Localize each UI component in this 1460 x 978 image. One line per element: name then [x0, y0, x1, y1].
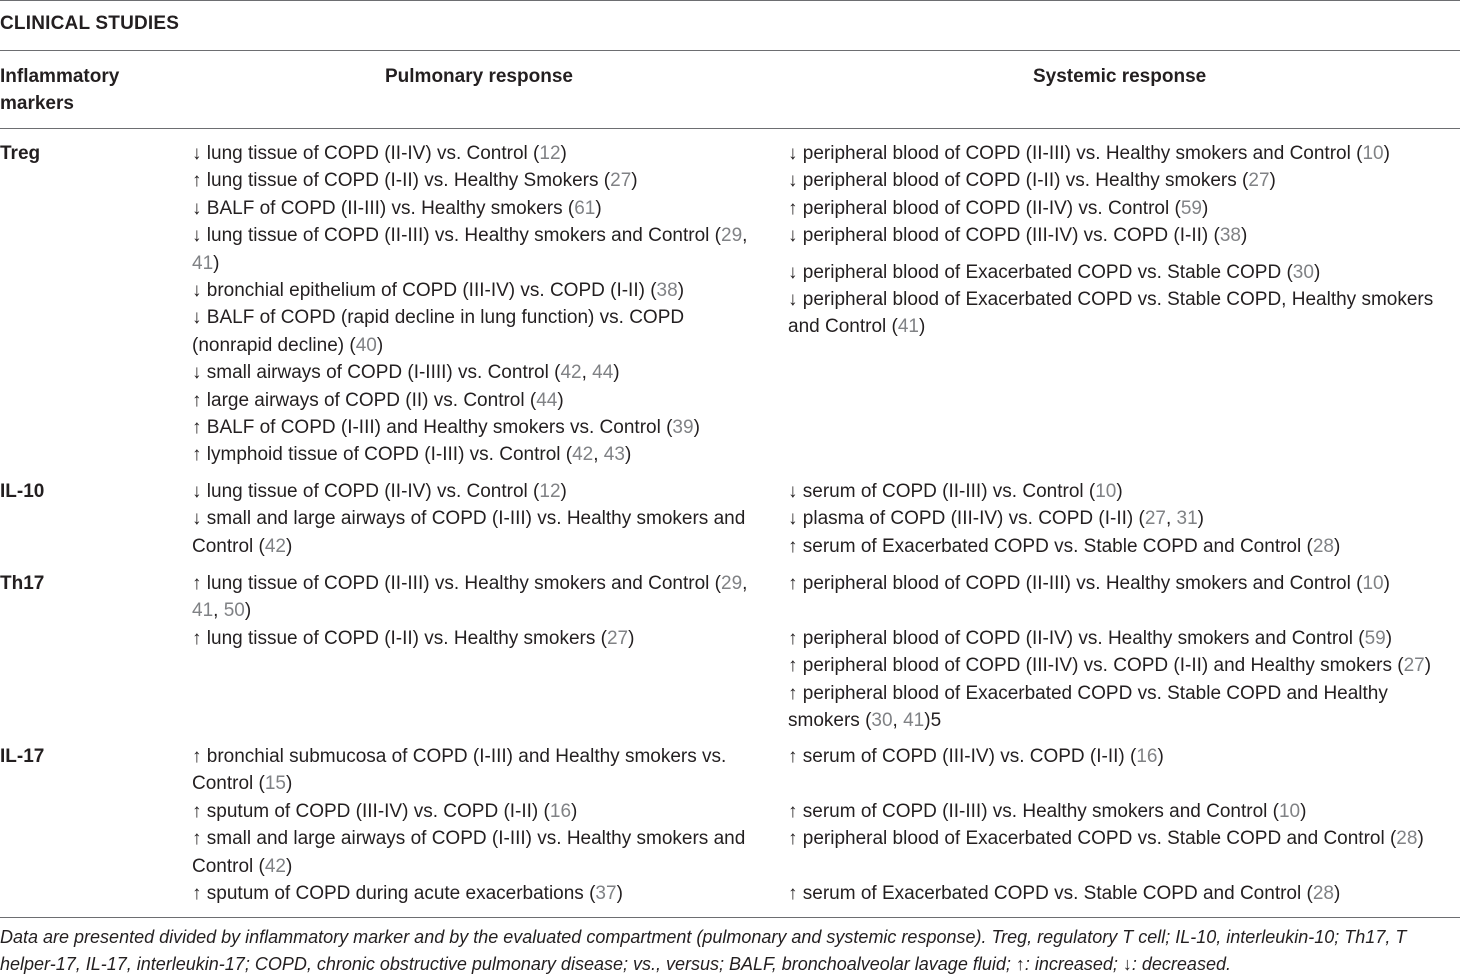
- reference-link[interactable]: 28: [1396, 828, 1418, 850]
- reference-link[interactable]: 27: [1144, 508, 1166, 530]
- finding-entry: ↑ lung tissue of COPD (II-III) vs. Healthy smokers and Control (29, 41, 50): [192, 573, 748, 622]
- finding-text: ↓ BALF of COPD (II-III) vs. Healthy smokers (: [192, 197, 575, 219]
- reference-link[interactable]: 59: [1180, 197, 1202, 219]
- finding-tail: ): [286, 773, 293, 795]
- th17-pulmonary-cell: [192, 570, 767, 652]
- finding-tail: ): [286, 855, 293, 877]
- finding-entry: ↓ lung tissue of COPD (II-III) vs. Healthy smokers and Control (29, 41): [192, 225, 748, 274]
- finding-tail: ): [693, 417, 700, 439]
- finding-tail: ): [595, 197, 602, 219]
- finding-tail: )5: [924, 710, 942, 732]
- header-pulmonary: Pulmonary response: [385, 66, 573, 87]
- table-footnote: Data are presented divided by inflammatory marker and by the evaluated compartment (pulmonary and systemic response). Treg, regulatory T cell; IL-10, interleukin-10; Th17, T helper-17, IL-17, interleukin-17; COPD, chronic obstructive pulmonary disease; vs., versus; BALF, bronchoalveolar lavage fluid; ↑: increased; ↓: decreased.: [0, 927, 1407, 974]
- finding-text: ↓ peripheral blood of COPD (II-III) vs. Healthy smokers and Control (: [788, 143, 1363, 164]
- reference-link[interactable]: 30: [871, 710, 893, 732]
- finding-tail: ): [213, 252, 220, 274]
- section-rule: [0, 50, 1460, 51]
- finding-text: ↑ bronchial submucosa of COPD (I-III) and Healthy smokers vs. Control (: [192, 746, 727, 795]
- finding-text: ↑ peripheral blood of COPD (II-IV) vs. Control (: [788, 197, 1181, 219]
- finding-entry: ↓ small airways of COPD (I-IIII) vs. Control (42, 44): [192, 362, 620, 384]
- finding-entry: [192, 825, 767, 880]
- finding-text: ↑ sputum of COPD during acute exacerbations (: [192, 883, 596, 905]
- reference-link[interactable]: 16: [549, 800, 572, 822]
- finding-tail: ): [571, 800, 578, 822]
- finding-text: ↓ peripheral blood of Exacerbated COPD vs. Stable COPD, Healthy smokers and Control (: [788, 289, 1434, 338]
- reference-link[interactable]: 10: [1362, 143, 1384, 164]
- finding-entry: [192, 798, 767, 825]
- finding-text: ↑ lung tissue of COPD (I-II) vs. Healthy Smokers (: [192, 170, 611, 192]
- finding-text: ↑ serum of COPD (II-III) vs. Healthy smokers and Control (: [788, 800, 1279, 822]
- reference-link[interactable]: 38: [1219, 225, 1241, 247]
- finding-text: ↓ small airways of COPD (I-IIII) vs. Control (: [192, 362, 561, 384]
- row-label-treg: Treg: [0, 143, 41, 164]
- finding-tail: ): [1269, 170, 1276, 192]
- reference-link[interactable]: 28: [1312, 883, 1334, 904]
- finding-entry: [788, 167, 1460, 194]
- reference-link[interactable]: 37: [595, 883, 617, 905]
- reference-link[interactable]: 41: [897, 316, 919, 338]
- reference-link[interactable]: 31: [1176, 508, 1198, 530]
- finding-entry: [788, 652, 1460, 679]
- reference-link[interactable]: 41: [192, 252, 214, 274]
- finding-entry: [788, 825, 1460, 852]
- finding-tail: ): [1333, 535, 1341, 557]
- reference-link[interactable]: 39: [672, 417, 694, 439]
- reference-link[interactable]: 27: [1403, 655, 1425, 677]
- section-title: CLINICAL STUDIES: [0, 13, 180, 34]
- il17-systemic-cell: [788, 743, 1460, 907]
- finding-entry: [192, 505, 767, 560]
- finding-tail: ): [1197, 508, 1204, 530]
- il10-systemic-cell: [788, 478, 1460, 560]
- reference-link[interactable]: 29: [721, 573, 743, 594]
- reference-link[interactable]: 40: [355, 334, 377, 356]
- finding-tail: ): [376, 334, 384, 356]
- finding-entry: [788, 880, 1460, 907]
- finding-entry: [788, 222, 1460, 249]
- finding-text: ↑ sputum of COPD (III-IV) vs. COPD (I-II) (: [192, 800, 550, 822]
- header-rule: [0, 128, 1460, 129]
- finding-tail: ): [560, 481, 567, 502]
- finding-text: ↓ bronchial epithelium of COPD (III-IV) vs. COPD (I-II) (: [192, 280, 657, 302]
- finding-text: ↓ lung tissue of COPD (II-IV) vs. Control (: [192, 143, 540, 164]
- finding-text: ↑ peripheral blood of COPD (III-IV) vs. COPD (I-II) and Healthy smokers (: [788, 655, 1404, 677]
- reference-link[interactable]: 15: [264, 773, 286, 795]
- reference-link[interactable]: 27: [610, 170, 632, 192]
- finding-tail: ): [286, 535, 293, 557]
- finding-text: ↑ peripheral blood of Exacerbated COPD vs. Stable COPD and Healthy smokers (: [788, 682, 1388, 732]
- treg-pulmonary-cell: [192, 140, 767, 469]
- finding-entry: [788, 743, 1460, 770]
- finding-text: ↑ BALF of COPD (I-III) and Healthy smokers vs. Control (: [192, 417, 673, 439]
- finding-entry: [192, 167, 767, 194]
- reference-link[interactable]: 44: [536, 389, 558, 411]
- finding-tail: ): [1201, 197, 1209, 219]
- finding-tail: ): [628, 627, 635, 649]
- reference-link[interactable]: 10: [1278, 800, 1301, 822]
- finding-text: ↑ serum of Exacerbated COPD vs. Stable COPD and Control (: [788, 883, 1313, 904]
- treg-systemic-cell: [788, 140, 1460, 341]
- finding-tail: ): [1385, 627, 1393, 649]
- reference-link[interactable]: 42: [264, 855, 286, 877]
- finding-entry: [788, 533, 1460, 560]
- finding-tail: ): [1333, 883, 1341, 904]
- th17-systemic-cell: [788, 570, 1460, 734]
- finding-tail: ): [1300, 800, 1307, 822]
- finding-text: ↑ serum of Exacerbated COPD vs. Stable COPD and Control (: [788, 535, 1313, 557]
- reference-link[interactable]: 10: [1095, 481, 1117, 502]
- finding-tail: ): [244, 600, 252, 622]
- finding-entry: [192, 478, 767, 505]
- finding-tail: ): [616, 883, 623, 905]
- reference-link[interactable]: 12: [539, 481, 561, 502]
- reference-link[interactable]: 16: [1136, 746, 1158, 767]
- finding-entry: ↓ plasma of COPD (III-IV) vs. COPD (I-II) (27, 31): [788, 508, 1204, 530]
- finding-text: ↓ serum of COPD (II-III) vs. Control (: [788, 481, 1096, 502]
- finding-tail: ): [631, 170, 638, 192]
- finding-tail: ): [560, 143, 567, 164]
- finding-tail: ): [918, 316, 926, 338]
- finding-tail: ): [1313, 261, 1321, 283]
- finding-entry: [788, 625, 1460, 652]
- finding-entry: [192, 140, 767, 167]
- reference-link[interactable]: 42: [572, 444, 594, 466]
- finding-entry: [192, 625, 767, 652]
- reference-link[interactable]: 42: [560, 362, 582, 384]
- reference-link[interactable]: 50: [223, 600, 245, 622]
- finding-text: ↓ lung tissue of COPD (II-III) vs. Healthy smokers and Control (: [192, 225, 722, 247]
- finding-tail: ): [1240, 225, 1248, 247]
- finding-tail: ): [613, 362, 620, 384]
- reference-link[interactable]: 27: [1248, 170, 1270, 192]
- il10-pulmonary-cell: [192, 478, 767, 560]
- finding-text: ↓ peripheral blood of COPD (I-II) vs. Healthy smokers (: [788, 170, 1249, 192]
- finding-text: ↑ lymphoid tissue of COPD (I-III) vs. Control (: [192, 444, 573, 466]
- finding-text: ↑ peripheral blood of COPD (II-IV) vs. Healthy smokers and Control (: [788, 627, 1365, 649]
- reference-link[interactable]: 44: [592, 362, 614, 384]
- entry-spacer: [788, 250, 1460, 259]
- reference-link[interactable]: 12: [539, 143, 561, 164]
- finding-text: ↓ lung tissue of COPD (II-IV) vs. Control (: [192, 481, 540, 502]
- finding-entry: [788, 478, 1460, 505]
- finding-tail: ): [624, 444, 632, 466]
- row-label-il10: IL-10: [0, 481, 45, 502]
- reference-link[interactable]: 29: [721, 225, 743, 247]
- il17-pulmonary-cell: [192, 743, 767, 907]
- finding-entry: [788, 195, 1460, 222]
- reference-link[interactable]: 61: [574, 197, 596, 219]
- finding-tail: ): [1424, 655, 1432, 677]
- finding-entry: [788, 798, 1460, 825]
- finding-entry: ↑ lymphoid tissue of COPD (I-III) vs. Control (42, 43): [192, 444, 632, 466]
- finding-text: ↑ lung tissue of COPD (I-II) vs. Healthy smokers (: [192, 627, 607, 649]
- finding-entry: [788, 570, 1460, 597]
- row-label-th17: Th17: [0, 573, 45, 594]
- row-label-il17: IL-17: [0, 746, 45, 767]
- finding-tail: ): [557, 389, 564, 411]
- finding-tail: ): [1157, 746, 1164, 767]
- bottom-rule: [0, 917, 1460, 918]
- reference-link[interactable]: 42: [264, 535, 286, 557]
- finding-entry: [192, 880, 767, 907]
- reference-link[interactable]: 27: [606, 627, 629, 649]
- finding-text: ↑ peripheral blood of Exacerbated COPD vs. Stable COPD and Control (: [788, 828, 1397, 850]
- finding-text: ↑ peripheral blood of COPD (II-III) vs. Healthy smokers and Control (: [788, 573, 1363, 594]
- finding-tail: ): [1417, 828, 1424, 850]
- reference-link[interactable]: 38: [656, 280, 678, 302]
- reference-link[interactable]: 30: [1292, 261, 1314, 283]
- finding-entry: [192, 304, 767, 359]
- finding-tail: ): [1116, 481, 1123, 502]
- entry-spacer: [788, 853, 1460, 880]
- finding-entry: [192, 387, 767, 414]
- finding-entry: [192, 195, 767, 222]
- finding-tail: ): [677, 280, 685, 302]
- top-rule: [0, 0, 1460, 1]
- finding-text: ↓ small and large airways of COPD (I-III) vs. Healthy smokers and Control (: [192, 508, 746, 557]
- finding-entry: [788, 286, 1460, 341]
- finding-entry: [192, 414, 767, 441]
- finding-entry: ↑ peripheral blood of Exacerbated COPD vs. Stable COPD and Healthy smokers (30, 41)5: [788, 682, 1388, 732]
- entry-spacer: [788, 597, 1460, 624]
- reference-link[interactable]: 59: [1364, 627, 1386, 649]
- finding-entry: [192, 743, 767, 798]
- finding-text: ↓ peripheral blood of Exacerbated COPD vs. Stable COPD (: [788, 261, 1293, 283]
- finding-text: ↑ large airways of COPD (II) vs. Control (: [192, 389, 537, 411]
- finding-text: ↓ peripheral blood of COPD (III-IV) vs. COPD (I-II) (: [788, 225, 1220, 247]
- reference-link[interactable]: 10: [1362, 573, 1384, 594]
- finding-entry: [192, 277, 767, 304]
- finding-text: ↑ lung tissue of COPD (II-III) vs. Healthy smokers and Control (: [192, 573, 722, 594]
- finding-text: ↑ serum of COPD (III-IV) vs. COPD (I-II) (: [788, 746, 1137, 767]
- entry-spacer: [788, 770, 1460, 797]
- reference-link[interactable]: 41: [192, 600, 214, 622]
- finding-text: ↓ BALF of COPD (rapid decline in lung function) vs. COPD (nonrapid decline) (: [192, 307, 685, 356]
- finding-tail: ): [1383, 143, 1390, 164]
- reference-link[interactable]: 28: [1312, 535, 1334, 557]
- header-systemic: Systemic response: [1033, 66, 1207, 87]
- reference-link[interactable]: 41: [903, 710, 925, 732]
- finding-text: ↑ small and large airways of COPD (I-III) vs. Healthy smokers and Control (: [192, 828, 746, 877]
- reference-link[interactable]: 43: [603, 444, 625, 466]
- finding-entry: [788, 140, 1460, 167]
- finding-tail: ): [1383, 573, 1390, 594]
- header-markers: Inflammatory markers: [0, 66, 120, 114]
- finding-text: ↓ plasma of COPD (III-IV) vs. COPD (I-II) (: [788, 508, 1145, 530]
- finding-entry: [788, 259, 1460, 286]
